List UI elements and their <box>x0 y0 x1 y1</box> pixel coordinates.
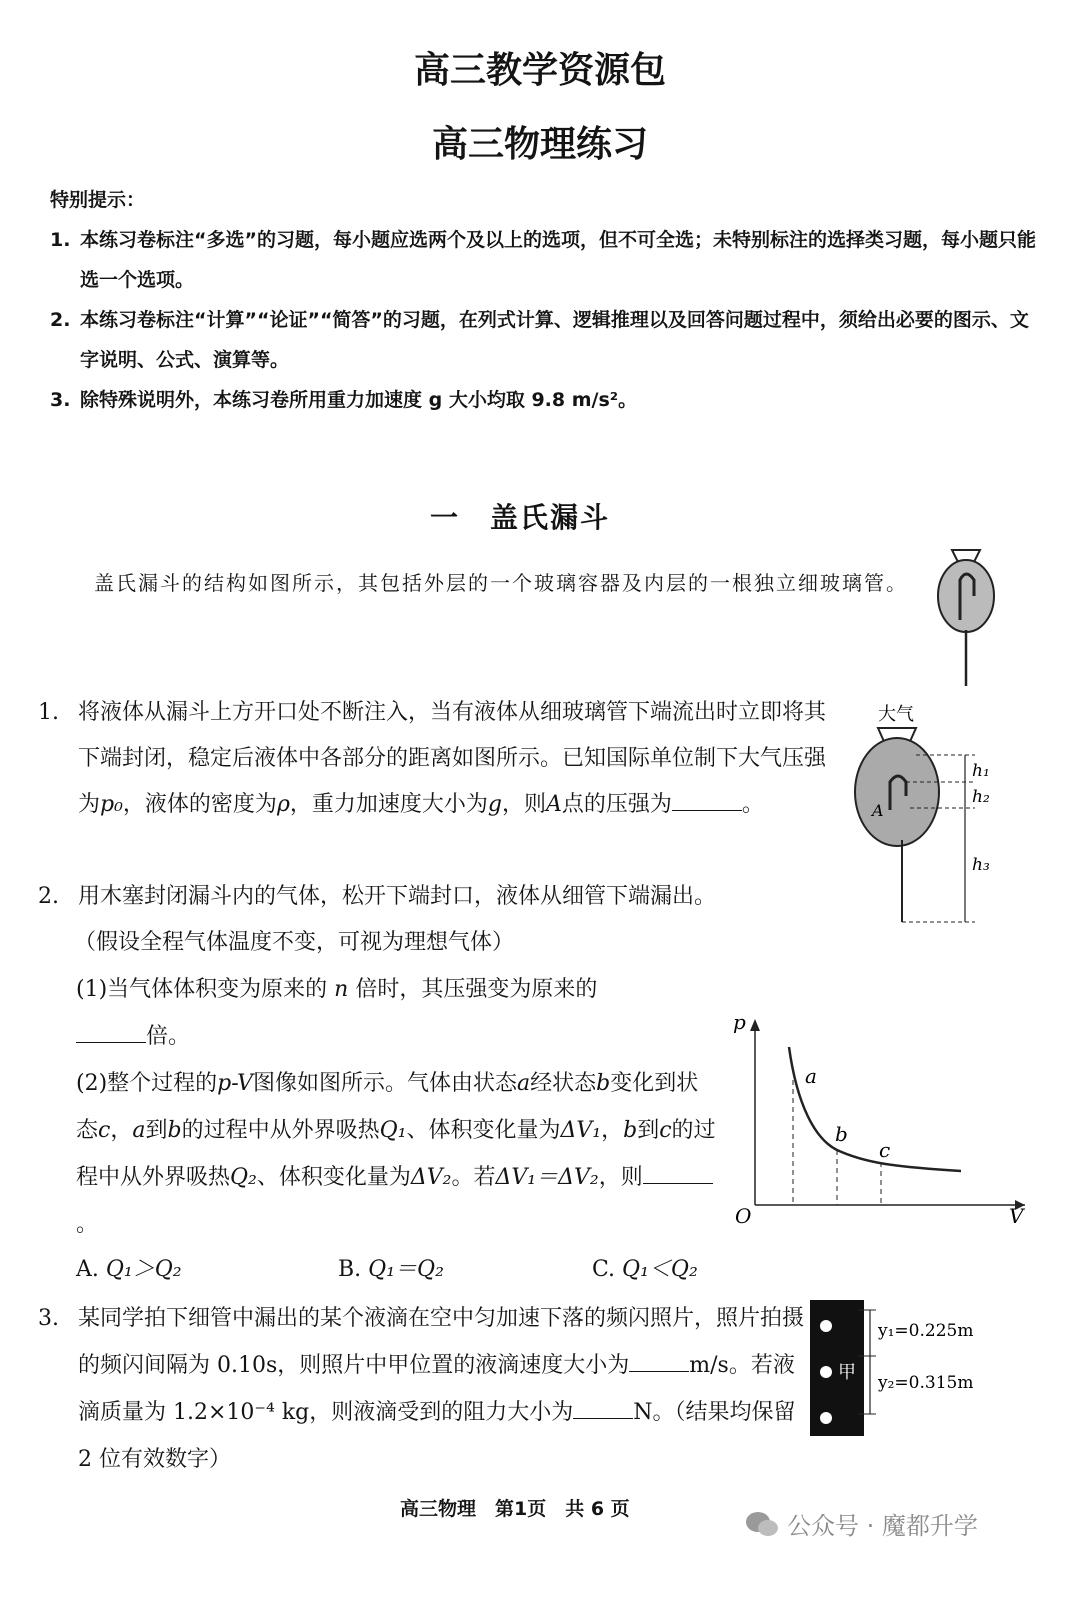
question-2 <box>38 874 838 966</box>
symbol-c: c <box>659 1118 672 1143</box>
q2-sub2-text: (2)整个过程的 <box>76 1071 218 1096</box>
condition: ΔV₁＝ΔV₂ <box>495 1165 599 1190</box>
state-c-label: c <box>879 1138 891 1162</box>
special-notes <box>50 180 1040 420</box>
q2-sub2-text: 图像如图所示。气体由状态 <box>252 1071 517 1096</box>
page-title: 高三教学资源包 <box>413 50 666 91</box>
q2-sub2-text: 到 <box>145 1118 168 1143</box>
watermark-text: 公众号 · 魔都升学 <box>787 1512 978 1540</box>
q2-sub2-text: ， <box>601 1118 624 1143</box>
q2-sub1-end: 倍。 <box>146 1024 191 1049</box>
q1-text: 将液体从漏斗上方开口处不断注入，当有液体从细玻璃管下端流出时立即将其下端封闭，稳定后液体中各部分的距离如图所示。已知国际单位制下大气压强为 <box>78 700 827 817</box>
option-a[interactable] <box>76 1252 182 1283</box>
q1-text: 点的压强为 <box>561 792 672 817</box>
q1-end: 。 <box>741 792 764 817</box>
fig-atmosphere-label: 大气 <box>878 704 914 725</box>
note-number: 3. <box>50 389 71 411</box>
q2-sub2-text: 。若 <box>451 1165 496 1190</box>
option-b[interactable] <box>338 1252 444 1283</box>
question-number: 3. <box>38 1306 59 1331</box>
note-item <box>50 220 1040 300</box>
note-number: 2. <box>50 309 71 331</box>
question-number: 2. <box>38 884 59 909</box>
q2-sub1-text: (1)当气体体积变为原来的 <box>76 977 328 1002</box>
q1-text: ，液体的密度为 <box>122 792 277 817</box>
q1-text: ，重力加速度大小为 <box>289 792 488 817</box>
answer-blank[interactable] <box>573 1400 633 1419</box>
symbol-g: g <box>487 792 502 817</box>
option-c[interactable] <box>592 1252 698 1283</box>
y2-label: y₂=0.315m <box>878 1373 974 1393</box>
note-text: 本练习卷标注“计算”“论证”“简答”的习题，在列式计算、逻辑推理以及回答问题过程中，须给出必要的图示、文字说明、公式、演算等。 <box>80 309 1029 371</box>
answer-blank[interactable] <box>76 1024 146 1043</box>
intro-text: 盖氏漏斗的结构如图所示，其包括外层的一个玻璃容器及内层的一根独立细玻璃管。 <box>94 571 908 595</box>
symbol-p0: p₀ <box>100 792 123 817</box>
watermark <box>745 1506 978 1541</box>
fig-h1-label: h₁ <box>972 761 990 781</box>
wechat-icon <box>745 1510 779 1538</box>
note-text: 除特殊说明外，本练习卷所用重力加速度 g 大小均取 9.8 m/s²。 <box>80 389 638 411</box>
question-1 <box>38 690 838 828</box>
symbol-a: a <box>132 1118 146 1143</box>
y1-label: y₁=0.225m <box>878 1321 974 1341</box>
q2-sub2-text: 变化到状态 <box>76 1071 699 1143</box>
q1-funnel-figure <box>850 700 1000 940</box>
symbol-dV2: ΔV₂ <box>410 1165 452 1190</box>
section-intro <box>50 560 930 606</box>
option-label: B. <box>338 1257 362 1282</box>
axis-V-label: V <box>1009 1204 1024 1228</box>
symbol-n: n <box>334 977 349 1002</box>
q2-subquestions <box>76 966 716 1248</box>
q2-assumption: （假设全程气体温度不变，可视为理想气体） <box>74 930 515 955</box>
symbol-b: b <box>167 1118 182 1143</box>
symbol-Q2: Q₂ <box>230 1165 257 1190</box>
fig-point-A: A <box>872 801 884 820</box>
jia-label: 甲 <box>838 1362 856 1383</box>
symbol-Q1: Q₁ <box>379 1118 407 1143</box>
state-b-label: b <box>835 1122 848 1146</box>
page-subtitle: 高三物理练习 <box>431 124 648 165</box>
symbol-dV1: ΔV₁ <box>560 1118 602 1143</box>
q2-sub2-end: 。 <box>76 1212 99 1237</box>
answer-blank[interactable] <box>629 1353 689 1372</box>
state-a-label: a <box>805 1064 817 1088</box>
funnel-figure <box>930 540 1010 690</box>
answer-blank[interactable] <box>643 1165 713 1184</box>
option-label: A. <box>76 1257 99 1282</box>
symbol-pV: p-V <box>217 1071 253 1096</box>
option-text: Q₁＜Q₂ <box>622 1257 698 1282</box>
note-number: 1. <box>50 229 71 251</box>
q2-sub1-text: 倍时，其压强变为原来的 <box>355 977 598 1002</box>
origin-label: O <box>735 1204 752 1228</box>
symbol-A: A <box>546 792 562 817</box>
symbol-a: a <box>517 1071 531 1096</box>
fig-h3-label: h₃ <box>972 855 990 875</box>
q2-sub2-text: 经状态 <box>530 1071 597 1096</box>
strobe-photo-figure <box>810 1300 990 1440</box>
q3-text: 某同学拍下细管中漏出的某个液滴在空中匀加速下落的频闪照片，照片拍摄的频闪间隔为 0.10s，则照片中甲位置的液滴速度大小为 <box>78 1306 805 1378</box>
question-3 <box>38 1295 808 1483</box>
note-item <box>50 300 1040 380</box>
q1-text: ，则 <box>501 792 546 817</box>
q2-sub2-text: 、体积变化量为 <box>406 1118 561 1143</box>
q2-text: 用木塞封闭漏斗内的气体，松开下端封口，液体从细管下端漏出。 <box>78 884 717 909</box>
notes-heading: 特别提示： <box>50 189 146 211</box>
note-text: 本练习卷标注“多选”的习题，每小题应选两个及以上的选项，但不可全选；未特别标注的选择类习题，每小题只能选一个选项。 <box>80 229 1036 291</box>
pv-graph <box>725 1005 1045 1235</box>
q2-sub2-text: ，则 <box>598 1165 643 1190</box>
symbol-b: b <box>596 1071 611 1096</box>
q2-sub2-text: 的过程中从外界吸热 <box>181 1118 380 1143</box>
q3-text: N。（结果均保留 2 位有效数字） <box>78 1400 796 1472</box>
option-text: Q₁＝Q₂ <box>368 1257 444 1282</box>
q2-sub2-text: 的过程中从外界吸热 <box>76 1118 716 1190</box>
page-footer: 高三物理 第1页 共 6 页 <box>400 1498 630 1520</box>
section-title: 一 盖氏漏斗 <box>430 501 611 534</box>
q2-sub2-text: 到 <box>637 1118 660 1143</box>
q2-sub2-text: 、体积变化量为 <box>256 1165 411 1190</box>
symbol-rho: ρ <box>276 792 290 817</box>
axis-p-label: p <box>733 1010 746 1034</box>
option-label: C. <box>592 1257 616 1282</box>
option-text: Q₁＞Q₂ <box>105 1257 182 1282</box>
symbol-c: c <box>98 1118 111 1143</box>
answer-blank[interactable] <box>672 792 742 811</box>
q3-text: m/s。若液滴质量为 1.2×10⁻⁴ kg，则液滴受到的阻力大小为 <box>78 1353 795 1425</box>
symbol-b: b <box>623 1118 638 1143</box>
fig-h2-label: h₂ <box>972 787 990 807</box>
question-number: 1. <box>38 700 59 725</box>
note-item <box>50 380 1040 420</box>
q2-sub2-text: ， <box>110 1118 133 1143</box>
